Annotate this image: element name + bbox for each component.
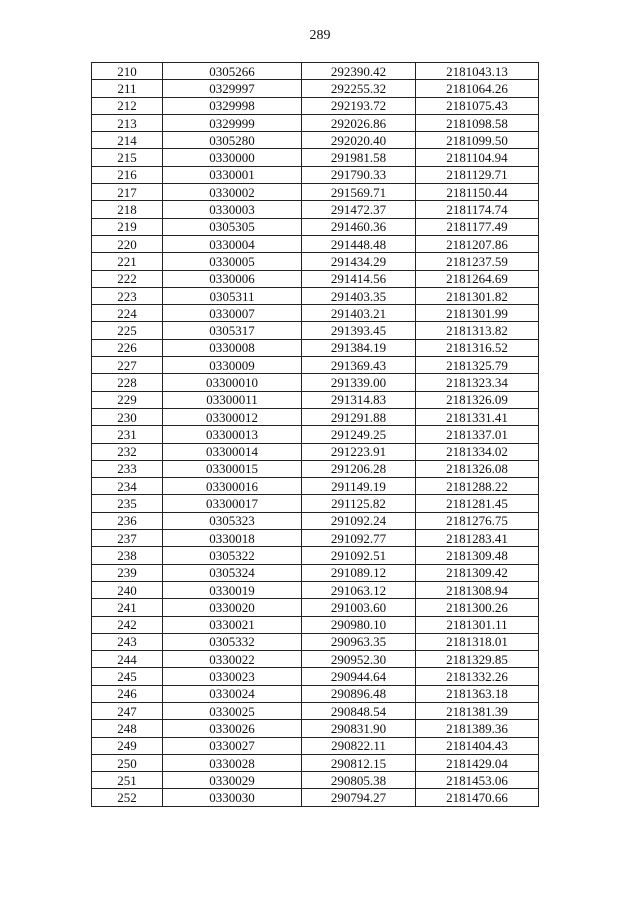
point-id-cell: 0330006 xyxy=(163,270,302,287)
row-index-cell: 250 xyxy=(92,754,163,771)
table-row xyxy=(92,391,539,408)
row-index-cell: 244 xyxy=(92,651,163,668)
page-number: 289 xyxy=(309,28,331,43)
y-coordinate-cell: 2181429.04 xyxy=(416,754,539,771)
y-coordinate-cell: 2181326.08 xyxy=(416,460,539,477)
x-coordinate-cell: 290848.54 xyxy=(302,702,416,719)
y-coordinate-cell: 2181288.22 xyxy=(416,478,539,495)
table-row xyxy=(92,495,539,512)
x-coordinate-cell: 290952.30 xyxy=(302,651,416,668)
table-row xyxy=(92,443,539,460)
row-index-cell: 234 xyxy=(92,478,163,495)
x-coordinate-cell: 291403.35 xyxy=(302,287,416,304)
row-index-cell: 220 xyxy=(92,235,163,252)
point-id-cell: 0305317 xyxy=(163,322,302,339)
table-row xyxy=(92,235,539,252)
row-index-cell: 235 xyxy=(92,495,163,512)
row-index-cell: 245 xyxy=(92,668,163,685)
y-coordinate-cell: 2181404.43 xyxy=(416,737,539,754)
x-coordinate-cell: 290944.64 xyxy=(302,668,416,685)
row-index-cell: 217 xyxy=(92,184,163,201)
table-row xyxy=(92,772,539,789)
table-row xyxy=(92,754,539,771)
y-coordinate-cell: 2181064.26 xyxy=(416,80,539,97)
y-coordinate-cell: 2181323.34 xyxy=(416,374,539,391)
table-row xyxy=(92,114,539,131)
table-row xyxy=(92,616,539,633)
x-coordinate-cell: 291125.82 xyxy=(302,495,416,512)
row-index-cell: 223 xyxy=(92,287,163,304)
y-coordinate-cell: 2181177.49 xyxy=(416,218,539,235)
table-row xyxy=(92,149,539,166)
y-coordinate-cell: 2181318.01 xyxy=(416,633,539,650)
y-coordinate-cell: 2181332.26 xyxy=(416,668,539,685)
y-coordinate-cell: 2181174.74 xyxy=(416,201,539,218)
table-row xyxy=(92,97,539,114)
x-coordinate-cell: 291092.24 xyxy=(302,512,416,529)
y-coordinate-cell: 2181313.82 xyxy=(416,322,539,339)
x-coordinate-cell: 291339.00 xyxy=(302,374,416,391)
y-coordinate-cell: 2181325.79 xyxy=(416,357,539,374)
y-coordinate-cell: 2181326.09 xyxy=(416,391,539,408)
table-row xyxy=(92,253,539,270)
x-coordinate-cell: 291414.56 xyxy=(302,270,416,287)
x-coordinate-cell: 291434.29 xyxy=(302,253,416,270)
x-coordinate-cell: 290896.48 xyxy=(302,685,416,702)
point-id-cell: 0330020 xyxy=(163,599,302,616)
point-id-cell: 0329999 xyxy=(163,114,302,131)
row-index-cell: 238 xyxy=(92,547,163,564)
table-row xyxy=(92,530,539,547)
x-coordinate-cell: 290980.10 xyxy=(302,616,416,633)
row-index-cell: 242 xyxy=(92,616,163,633)
point-id-cell: 0330008 xyxy=(163,339,302,356)
point-id-cell: 0330002 xyxy=(163,184,302,201)
table-row xyxy=(92,581,539,598)
point-id-cell: 0330027 xyxy=(163,737,302,754)
table-row xyxy=(92,789,539,806)
row-index-cell: 233 xyxy=(92,460,163,477)
y-coordinate-cell: 2181453.06 xyxy=(416,772,539,789)
row-index-cell: 239 xyxy=(92,564,163,581)
table-row xyxy=(92,702,539,719)
point-id-cell: 0330026 xyxy=(163,720,302,737)
row-index-cell: 212 xyxy=(92,97,163,114)
table-row xyxy=(92,357,539,374)
y-coordinate-cell: 2181381.39 xyxy=(416,702,539,719)
point-id-cell: 03300010 xyxy=(163,374,302,391)
point-id-cell: 0330007 xyxy=(163,305,302,322)
coordinates-table-body xyxy=(92,63,539,807)
point-id-cell: 0305323 xyxy=(163,512,302,529)
x-coordinate-cell: 290794.27 xyxy=(302,789,416,806)
table-row xyxy=(92,668,539,685)
x-coordinate-cell: 291369.43 xyxy=(302,357,416,374)
y-coordinate-cell: 2181237.59 xyxy=(416,253,539,270)
y-coordinate-cell: 2181301.11 xyxy=(416,616,539,633)
y-coordinate-cell: 2181099.50 xyxy=(416,132,539,149)
y-coordinate-cell: 2181309.42 xyxy=(416,564,539,581)
y-coordinate-cell: 2181337.01 xyxy=(416,426,539,443)
y-coordinate-cell: 2181283.41 xyxy=(416,530,539,547)
x-coordinate-cell: 291393.45 xyxy=(302,322,416,339)
table-row xyxy=(92,270,539,287)
table-row xyxy=(92,651,539,668)
x-coordinate-cell: 290831.90 xyxy=(302,720,416,737)
point-id-cell: 0305266 xyxy=(163,63,302,80)
row-index-cell: 224 xyxy=(92,305,163,322)
table-row xyxy=(92,685,539,702)
row-index-cell: 231 xyxy=(92,426,163,443)
y-coordinate-cell: 2181329.85 xyxy=(416,651,539,668)
point-id-cell: 03300016 xyxy=(163,478,302,495)
row-index-cell: 248 xyxy=(92,720,163,737)
x-coordinate-cell: 290812.15 xyxy=(302,754,416,771)
table-row xyxy=(92,63,539,80)
table-row xyxy=(92,184,539,201)
point-id-cell: 03300011 xyxy=(163,391,302,408)
point-id-cell: 0330000 xyxy=(163,149,302,166)
x-coordinate-cell: 291206.28 xyxy=(302,460,416,477)
row-index-cell: 215 xyxy=(92,149,163,166)
point-id-cell: 0329997 xyxy=(163,80,302,97)
point-id-cell: 0330005 xyxy=(163,253,302,270)
table-row xyxy=(92,564,539,581)
table-row xyxy=(92,339,539,356)
table-row xyxy=(92,512,539,529)
row-index-cell: 216 xyxy=(92,166,163,183)
x-coordinate-cell: 291981.58 xyxy=(302,149,416,166)
table-row xyxy=(92,599,539,616)
row-index-cell: 241 xyxy=(92,599,163,616)
x-coordinate-cell: 291223.91 xyxy=(302,443,416,460)
point-id-cell: 0305305 xyxy=(163,218,302,235)
y-coordinate-cell: 2181207.86 xyxy=(416,235,539,252)
y-coordinate-cell: 2181281.45 xyxy=(416,495,539,512)
row-index-cell: 237 xyxy=(92,530,163,547)
table-row xyxy=(92,132,539,149)
point-id-cell: 0330003 xyxy=(163,201,302,218)
y-coordinate-cell: 2181129.71 xyxy=(416,166,539,183)
y-coordinate-cell: 2181104.94 xyxy=(416,149,539,166)
x-coordinate-cell: 291790.33 xyxy=(302,166,416,183)
y-coordinate-cell: 2181150.44 xyxy=(416,184,539,201)
row-index-cell: 228 xyxy=(92,374,163,391)
row-index-cell: 240 xyxy=(92,581,163,598)
point-id-cell: 0330030 xyxy=(163,789,302,806)
y-coordinate-cell: 2181300.26 xyxy=(416,599,539,616)
row-index-cell: 252 xyxy=(92,789,163,806)
point-id-cell: 0305332 xyxy=(163,633,302,650)
point-id-cell: 0305311 xyxy=(163,287,302,304)
row-index-cell: 221 xyxy=(92,253,163,270)
y-coordinate-cell: 2181331.41 xyxy=(416,408,539,425)
x-coordinate-cell: 292390.42 xyxy=(302,63,416,80)
y-coordinate-cell: 2181316.52 xyxy=(416,339,539,356)
x-coordinate-cell: 291063.12 xyxy=(302,581,416,598)
x-coordinate-cell: 291460.36 xyxy=(302,218,416,235)
coordinates-table xyxy=(91,62,539,807)
point-id-cell: 03300014 xyxy=(163,443,302,460)
row-index-cell: 213 xyxy=(92,114,163,131)
row-index-cell: 243 xyxy=(92,633,163,650)
y-coordinate-cell: 2181389.36 xyxy=(416,720,539,737)
point-id-cell: 0330018 xyxy=(163,530,302,547)
point-id-cell: 0330023 xyxy=(163,668,302,685)
table-row xyxy=(92,166,539,183)
row-index-cell: 230 xyxy=(92,408,163,425)
x-coordinate-cell: 291092.77 xyxy=(302,530,416,547)
row-index-cell: 210 xyxy=(92,63,163,80)
x-coordinate-cell: 292193.72 xyxy=(302,97,416,114)
point-id-cell: 03300015 xyxy=(163,460,302,477)
row-index-cell: 226 xyxy=(92,339,163,356)
row-index-cell: 214 xyxy=(92,132,163,149)
point-id-cell: 0330022 xyxy=(163,651,302,668)
row-index-cell: 222 xyxy=(92,270,163,287)
row-index-cell: 211 xyxy=(92,80,163,97)
row-index-cell: 227 xyxy=(92,357,163,374)
point-id-cell: 0305280 xyxy=(163,132,302,149)
point-id-cell: 0330029 xyxy=(163,772,302,789)
row-index-cell: 251 xyxy=(92,772,163,789)
table-row xyxy=(92,408,539,425)
table-row xyxy=(92,305,539,322)
x-coordinate-cell: 291291.88 xyxy=(302,408,416,425)
table-row xyxy=(92,633,539,650)
point-id-cell: 0329998 xyxy=(163,97,302,114)
x-coordinate-cell: 292255.32 xyxy=(302,80,416,97)
y-coordinate-cell: 2181334.02 xyxy=(416,443,539,460)
table-row xyxy=(92,426,539,443)
x-coordinate-cell: 291384.19 xyxy=(302,339,416,356)
y-coordinate-cell: 2181075.43 xyxy=(416,97,539,114)
point-id-cell: 0330019 xyxy=(163,581,302,598)
table-row xyxy=(92,478,539,495)
point-id-cell: 03300017 xyxy=(163,495,302,512)
table-row xyxy=(92,218,539,235)
table-row xyxy=(92,460,539,477)
row-index-cell: 229 xyxy=(92,391,163,408)
row-index-cell: 218 xyxy=(92,201,163,218)
x-coordinate-cell: 290805.38 xyxy=(302,772,416,789)
row-index-cell: 232 xyxy=(92,443,163,460)
x-coordinate-cell: 291249.25 xyxy=(302,426,416,443)
y-coordinate-cell: 2181363.18 xyxy=(416,685,539,702)
y-coordinate-cell: 2181098.58 xyxy=(416,114,539,131)
table-row xyxy=(92,201,539,218)
x-coordinate-cell: 291448.48 xyxy=(302,235,416,252)
row-index-cell: 247 xyxy=(92,702,163,719)
x-coordinate-cell: 291569.71 xyxy=(302,184,416,201)
table-row xyxy=(92,737,539,754)
y-coordinate-cell: 2181301.99 xyxy=(416,305,539,322)
x-coordinate-cell: 290822.11 xyxy=(302,737,416,754)
row-index-cell: 236 xyxy=(92,512,163,529)
point-id-cell: 0305324 xyxy=(163,564,302,581)
table-row xyxy=(92,287,539,304)
y-coordinate-cell: 2181301.82 xyxy=(416,287,539,304)
x-coordinate-cell: 292026.86 xyxy=(302,114,416,131)
y-coordinate-cell: 2181308.94 xyxy=(416,581,539,598)
point-id-cell: 0330009 xyxy=(163,357,302,374)
y-coordinate-cell: 2181470.66 xyxy=(416,789,539,806)
row-index-cell: 219 xyxy=(92,218,163,235)
table-row xyxy=(92,80,539,97)
x-coordinate-cell: 291092.51 xyxy=(302,547,416,564)
point-id-cell: 0330025 xyxy=(163,702,302,719)
table-row xyxy=(92,374,539,391)
point-id-cell: 0330021 xyxy=(163,616,302,633)
row-index-cell: 246 xyxy=(92,685,163,702)
x-coordinate-cell: 290963.35 xyxy=(302,633,416,650)
point-id-cell: 03300013 xyxy=(163,426,302,443)
x-coordinate-cell: 291149.19 xyxy=(302,478,416,495)
point-id-cell: 0330024 xyxy=(163,685,302,702)
table-row xyxy=(92,322,539,339)
x-coordinate-cell: 292020.40 xyxy=(302,132,416,149)
point-id-cell: 0330004 xyxy=(163,235,302,252)
point-id-cell: 0330028 xyxy=(163,754,302,771)
y-coordinate-cell: 2181043.13 xyxy=(416,63,539,80)
x-coordinate-cell: 291314.83 xyxy=(302,391,416,408)
y-coordinate-cell: 2181309.48 xyxy=(416,547,539,564)
x-coordinate-cell: 291003.60 xyxy=(302,599,416,616)
point-id-cell: 0330001 xyxy=(163,166,302,183)
table-row xyxy=(92,547,539,564)
x-coordinate-cell: 291403.21 xyxy=(302,305,416,322)
point-id-cell: 0305322 xyxy=(163,547,302,564)
table-row xyxy=(92,720,539,737)
x-coordinate-cell: 291089.12 xyxy=(302,564,416,581)
y-coordinate-cell: 2181264.69 xyxy=(416,270,539,287)
row-index-cell: 225 xyxy=(92,322,163,339)
x-coordinate-cell: 291472.37 xyxy=(302,201,416,218)
row-index-cell: 249 xyxy=(92,737,163,754)
y-coordinate-cell: 2181276.75 xyxy=(416,512,539,529)
point-id-cell: 03300012 xyxy=(163,408,302,425)
